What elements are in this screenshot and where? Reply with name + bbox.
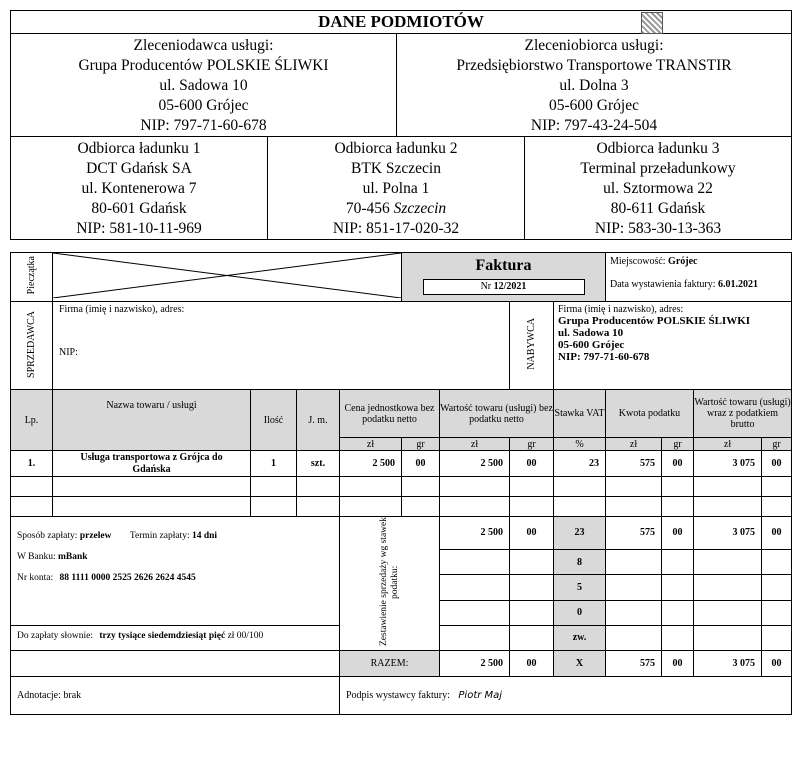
receiver-label: Odbiorca ładunku 2 (334, 140, 458, 157)
col-header-name: Nazwa towaru / usługi (53, 390, 251, 451)
seller-firm-label: Firma (imię i nazwisko), adres: (59, 304, 185, 315)
col-header-tax-amount: Kwota podatku (606, 390, 694, 438)
summary-tax-gr (662, 625, 694, 650)
invoice-number: 12/2021 (493, 281, 527, 292)
stamp-area (53, 253, 402, 302)
summary-net-zl (440, 600, 510, 625)
receiver-city: 80-611 Gdańsk (610, 200, 706, 217)
total-net-zl: 2 500 (440, 651, 510, 677)
summary-net-zl: 2 500 (440, 517, 510, 550)
summary-tax-zl (606, 600, 662, 625)
summary-tax-zl (606, 575, 662, 600)
summary-net-gr (510, 550, 554, 575)
seller-nip-label: NIP: (59, 347, 78, 358)
col-sub-zl: zł (694, 438, 762, 451)
summary-net-zl (440, 575, 510, 600)
item-gross-gr: 00 (762, 451, 792, 477)
summary-net-gr: 00 (510, 517, 554, 550)
invoice-table (10, 252, 792, 715)
payment-method-value: przelew (79, 531, 112, 541)
signature-value: Piotr Maj (458, 690, 503, 701)
invoice-title: Faktura (475, 257, 532, 274)
parties-table (10, 10, 792, 240)
principal-city: 05-600 Grójec (158, 97, 249, 114)
receiver-label: Odbiorca ładunku 1 (77, 140, 201, 157)
contractor-city: 05-600 Grójec (549, 97, 639, 114)
col-sub-zl: zł (340, 438, 402, 451)
account-label: Nr konta: (17, 573, 54, 583)
principal-label: Zleceniodawca usługi: (133, 37, 274, 54)
principal-name: Grupa Producentów POLSKIE ŚLIWKI (78, 57, 329, 74)
summary-gross-gr: 00 (762, 517, 792, 550)
item-qty: 1 (251, 451, 297, 477)
item-name: Usługa transportowa z Grójca do Gdańska (53, 451, 251, 477)
buyer-nip: NIP: 797-71-60-678 (558, 351, 650, 363)
summary-net-gr (510, 600, 554, 625)
col-header-vat-rate: Stawka VAT (554, 390, 606, 438)
item-gross-zl: 3 075 (694, 451, 762, 477)
receiver-street: ul. Sztormowa 22 (603, 180, 713, 197)
contractor-name: Przedsiębiorstwo Transportowe TRANSTIR (456, 57, 732, 74)
place-label: Miejscowość: (610, 256, 666, 267)
item-tax-zl: 575 (606, 451, 662, 477)
stamp-cross-icon (53, 253, 401, 298)
total-tax-zl: 575 (606, 651, 662, 677)
buyer-city: 05-600 Grójec (558, 339, 625, 351)
words-value: trzy tysiące siedemdziesiąt pięć (99, 631, 226, 641)
summary-tax-gr: 00 (662, 517, 694, 550)
summary-gross-zl (694, 625, 762, 650)
notes-label: Adnotacje: (17, 690, 61, 701)
summary-gross-gr (762, 575, 792, 600)
payment-method-label: Sposób zapłaty: (17, 531, 78, 541)
contractor-nip: NIP: 797-43-24-504 (530, 117, 658, 134)
col-header-unit: J. m. (297, 390, 340, 451)
invoice-number-label: Nr (480, 281, 492, 292)
summary-gross-gr (762, 600, 792, 625)
principal-cell (11, 34, 397, 137)
date-label: Data wystawienia faktury: (610, 279, 716, 290)
col-header-lp: Lp. (11, 390, 53, 451)
total-gross-zl: 3 075 (694, 651, 762, 677)
summary-net-zl (440, 550, 510, 575)
qr-code-icon (641, 12, 663, 34)
total-net-gr: 00 (510, 651, 554, 677)
item-net-gr: 00 (510, 451, 554, 477)
col-header-unit-price: Cena jednostkowa bez podatku netto (340, 390, 440, 438)
seller-cell (53, 302, 510, 390)
contractor-cell (397, 34, 792, 137)
col-sub-pct: % (554, 438, 606, 451)
words-label: Do zapłaty słownie: (17, 631, 93, 641)
table-row (11, 477, 792, 497)
payment-cell (11, 517, 340, 651)
contractor-street: ul. Dolna 3 (559, 77, 629, 94)
col-header-gross-value: Wartość towaru (usługi) wraz z podatkiem brutto (694, 390, 792, 438)
summary-net-gr (510, 575, 554, 600)
receiver-city: 80-601 Gdańsk (91, 200, 187, 217)
total-gross-gr: 00 (762, 651, 792, 677)
col-sub-gr: gr (510, 438, 554, 451)
receiver-2-cell (268, 137, 525, 240)
summary-rate: zw. (554, 625, 606, 650)
summary-net-zl (440, 625, 510, 650)
bank-label: W Banku: (17, 552, 56, 562)
summary-gross-zl (694, 600, 762, 625)
col-header-net-value: Wartość towaru (usługi) bez podatku netto (440, 390, 554, 438)
payment-term-label: Termin zapłaty: (129, 531, 190, 541)
summary-label-cell (340, 517, 440, 651)
receiver-1-cell (11, 137, 268, 240)
summary-tax-zl (606, 550, 662, 575)
item-price-zl: 2 500 (340, 451, 402, 477)
place-date-cell (606, 253, 792, 302)
receiver-street: ul. Kontenerowa 7 (81, 180, 197, 197)
summary-tax-gr (662, 575, 694, 600)
buyer-firm-label: Firma (imię i nazwisko), adres: (558, 304, 684, 315)
item-vat: 23 (554, 451, 606, 477)
place-value: Grójec (668, 256, 698, 267)
account-value: 88 1111 0000 2525 2626 2624 4545 (59, 573, 196, 583)
summary-gross-zl (694, 550, 762, 575)
summary-gross-zl: 3 075 (694, 517, 762, 550)
buyer-label: NABYWCA (526, 318, 537, 370)
invoice-title-cell (402, 253, 606, 302)
summary-rate: 0 (554, 600, 606, 625)
summary-tax-zl (606, 625, 662, 650)
col-sub-gr: gr (402, 438, 440, 451)
col-sub-gr: gr (662, 438, 694, 451)
item-price-gr: 00 (402, 451, 440, 477)
principal-street: ul. Sadowa 10 (159, 77, 248, 94)
date-value: 6.01.2021 (718, 279, 759, 290)
parties-title: DANE PODMIOTÓW (318, 12, 484, 31)
invoice-number-box (423, 279, 585, 295)
summary-gross-zl (694, 575, 762, 600)
words-suffix: zł 00/100 (227, 631, 264, 641)
receiver-nip: NIP: 581-10-11-969 (76, 220, 202, 237)
summary-tax-gr (662, 550, 694, 575)
parties-header (11, 11, 792, 34)
receiver-3-cell (525, 137, 792, 240)
buyer-name: Grupa Producentów POLSKIE ŚLIWKI (558, 315, 751, 327)
summary-gross-gr (762, 550, 792, 575)
signature-cell (340, 677, 792, 715)
buyer-street: ul. Sadowa 10 (558, 327, 624, 339)
stamp-label: Pieczątka (26, 256, 37, 295)
summary-tax-zl: 575 (606, 517, 662, 550)
receiver-street: ul. Polna 1 (362, 180, 430, 197)
item-lp: 1. (11, 451, 53, 477)
item-tax-gr: 00 (662, 451, 694, 477)
receiver-nip: NIP: 583-30-13-363 (594, 220, 722, 237)
col-sub-gr: gr (762, 438, 792, 451)
table-row (11, 497, 792, 517)
receiver-name: Terminal przeładunkowy (580, 160, 736, 177)
summary-rate: 5 (554, 575, 606, 600)
receiver-city: 70-456 (345, 200, 394, 217)
summary-gross-gr (762, 625, 792, 650)
receiver-city-italic: Szczecin (393, 200, 447, 217)
summary-label: Zestawienie sprzedaży wg stawek podatku: (378, 517, 400, 647)
summary-net-gr (510, 625, 554, 650)
principal-nip: NIP: 797-71-60-678 (140, 117, 267, 134)
summary-rate: 23 (554, 517, 606, 550)
signature-label: Podpis wystawcy faktury: (346, 690, 450, 701)
col-header-qty: Ilość (251, 390, 297, 451)
seller-label-cell (11, 302, 53, 390)
buyer-label-cell (510, 302, 554, 390)
total-label: RAZEM: (340, 651, 440, 677)
receiver-nip: NIP: 851-17-020-32 (332, 220, 460, 237)
notes-value: brak (63, 690, 82, 701)
seller-label: SPRZEDAWCA (26, 310, 37, 378)
bank-value: mBank (58, 552, 88, 562)
receiver-name: DCT Gdańsk SA (86, 160, 192, 177)
col-sub-zl: zł (606, 438, 662, 451)
receiver-label: Odbiorca ładunku 3 (596, 140, 720, 157)
contractor-label: Zleceniobiorca usługi: (524, 37, 664, 54)
receiver-name: BTK Szczecin (351, 160, 441, 177)
col-sub-zl: zł (440, 438, 510, 451)
stamp-label-cell (11, 253, 53, 302)
summary-rate: 8 (554, 550, 606, 575)
total-rate: X (554, 651, 606, 677)
receiver-city-line (268, 199, 524, 219)
total-left-blank (11, 651, 340, 677)
summary-tax-gr (662, 600, 694, 625)
item-unit: szt. (297, 451, 340, 477)
notes-cell (11, 677, 340, 715)
payment-term-value: 14 dni (191, 531, 218, 541)
buyer-cell (554, 302, 792, 390)
total-tax-gr: 00 (662, 651, 694, 677)
table-row (11, 451, 792, 477)
item-net-zl: 2 500 (440, 451, 510, 477)
